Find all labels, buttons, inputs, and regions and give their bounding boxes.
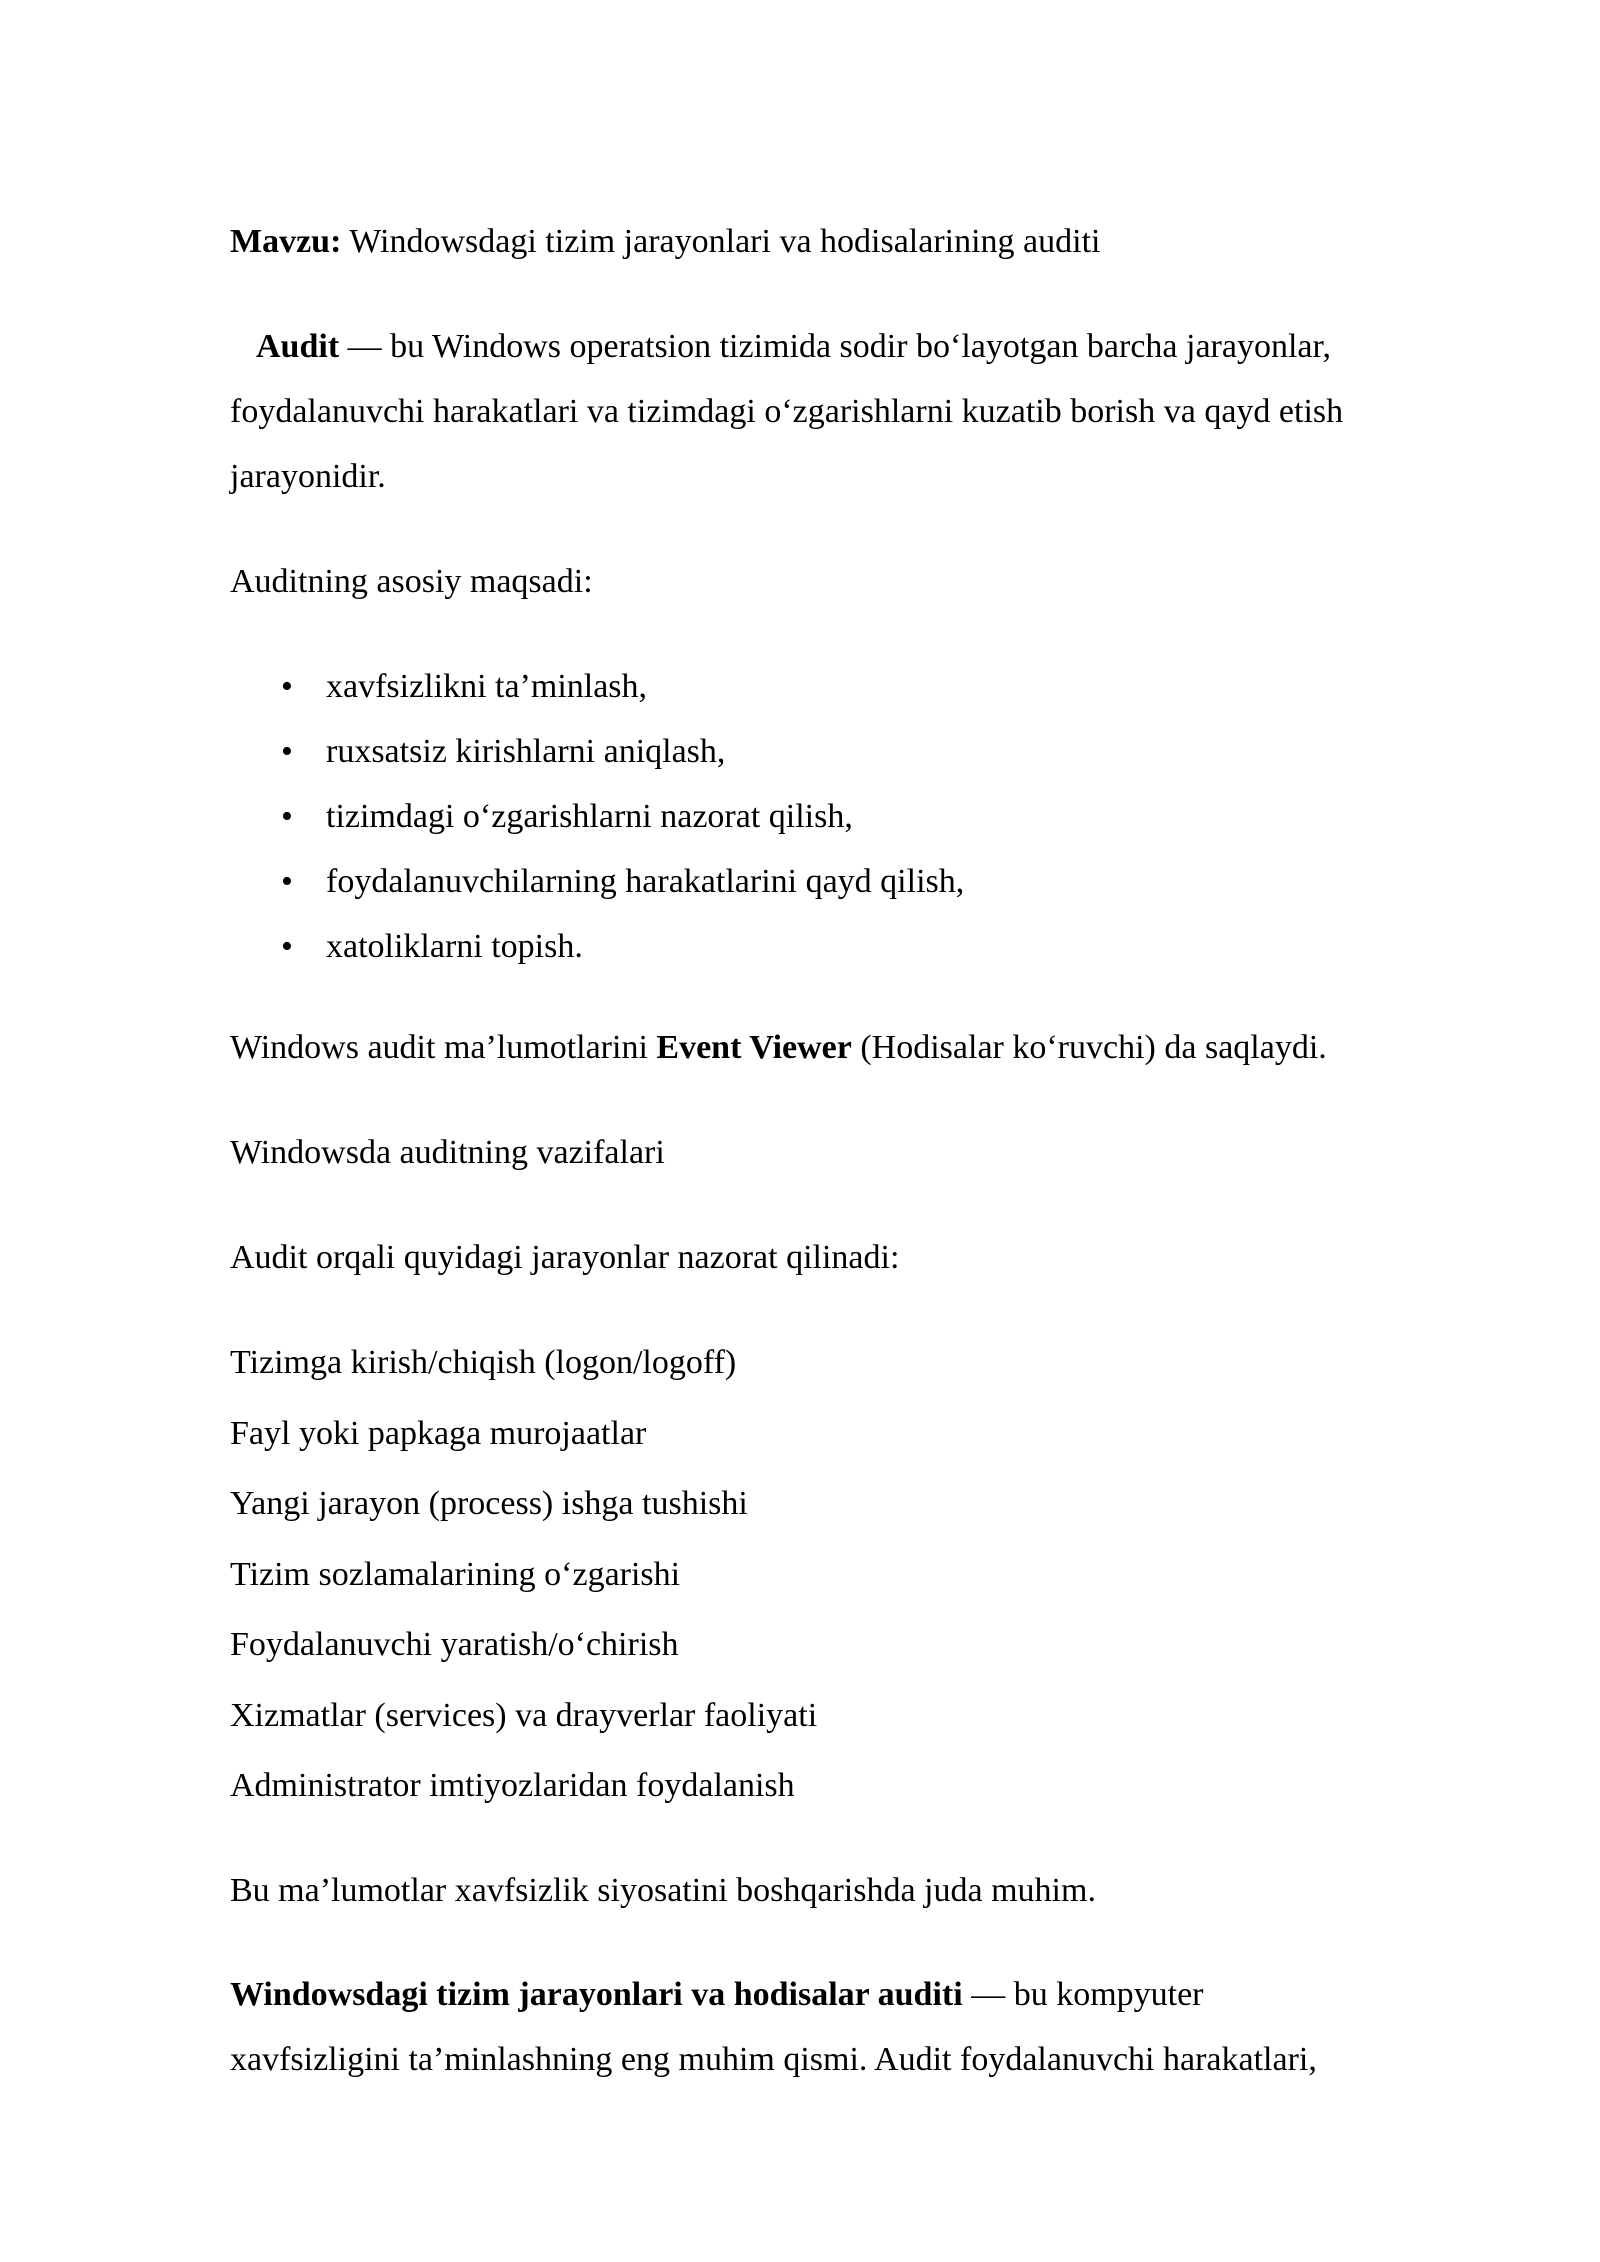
task-item: Fayl yoki papkaga murojaatlar <box>230 1415 647 1452</box>
bullet-icon: • <box>281 928 293 965</box>
goal-text: xatoliklarni topish. <box>326 928 583 965</box>
topic-label: Mavzu: <box>230 223 342 260</box>
goal-text: tizimdagi o‘zgarishlarni nazorat qilish, <box>326 798 853 835</box>
importance-line: Bu ma’lumotlar xavfsizlik siyosatini boshqarishda juda muhim. <box>230 1872 1096 1909</box>
topic-text: Windowsdagi tizim jarayonlari va hodisalarining auditi <box>341 223 1101 260</box>
task-item: Tizim sozlamalarining o‘zgarishi <box>230 1556 681 1593</box>
closing-line-1 <box>230 1975 1204 2015</box>
task-item: Administrator imtiyozlaridan foydalanish <box>230 1767 795 1804</box>
definition-term: Audit <box>256 328 340 365</box>
definition-line-1 <box>256 327 1331 367</box>
tasks-intro: Audit orqali quyidagi jarayonlar nazorat qilinadi: <box>230 1239 900 1276</box>
closing-line-1-text: — bu kompyuter <box>962 1976 1204 2013</box>
task-item: Tizimga kirish/chiqish (logon/logoff) <box>230 1344 737 1381</box>
bullet-icon: • <box>281 733 293 770</box>
task-item: Yangi jarayon (process) ishga tushishi <box>230 1485 748 1522</box>
tasks-heading: Windowsda auditning vazifalari <box>230 1134 665 1171</box>
event-viewer-after: (Hodisalar ko‘ruvchi) da saqlaydi. <box>851 1029 1327 1066</box>
bullet-icon: • <box>281 668 293 705</box>
task-item: Foydalanuvchi yaratish/o‘chirish <box>230 1626 679 1663</box>
event-viewer-line <box>230 1028 1327 1068</box>
event-viewer-name: Event Viewer <box>656 1029 852 1066</box>
bullet-icon: • <box>281 863 293 900</box>
definition-line-2: foydalanuvchi harakatlari va tizimdagi o‘zgarishlarni kuzatib borish va qayd etish <box>230 393 1344 430</box>
topic-line <box>230 222 1100 262</box>
goal-text: ruxsatsiz kirishlarni aniqlash, <box>326 733 726 770</box>
definition-line-1-text: — bu Windows operatsion tizimida sodir bo‘layotgan barcha jarayonlar, <box>339 328 1331 365</box>
closing-line-2: xavfsizligini ta’minlashning eng muhim qismi. Audit foydalanuvchi harakatlari, <box>230 2041 1317 2078</box>
goal-text: foydalanuvchilarning harakatlarini qayd qilish, <box>326 863 965 900</box>
bullet-icon: • <box>281 798 293 835</box>
task-item: Xizmatlar (services) va drayverlar faoliyati <box>230 1697 818 1734</box>
event-viewer-before: Windows audit ma’lumotlarini <box>230 1029 657 1066</box>
goal-text: xavfsizlikni ta’minlash, <box>326 668 648 705</box>
definition-line-3: jarayonidir. <box>230 458 386 495</box>
closing-bold: Windowsdagi tizim jarayonlari va hodisalar auditi <box>230 1976 963 2013</box>
goals-heading: Auditning asosiy maqsadi: <box>230 563 593 600</box>
